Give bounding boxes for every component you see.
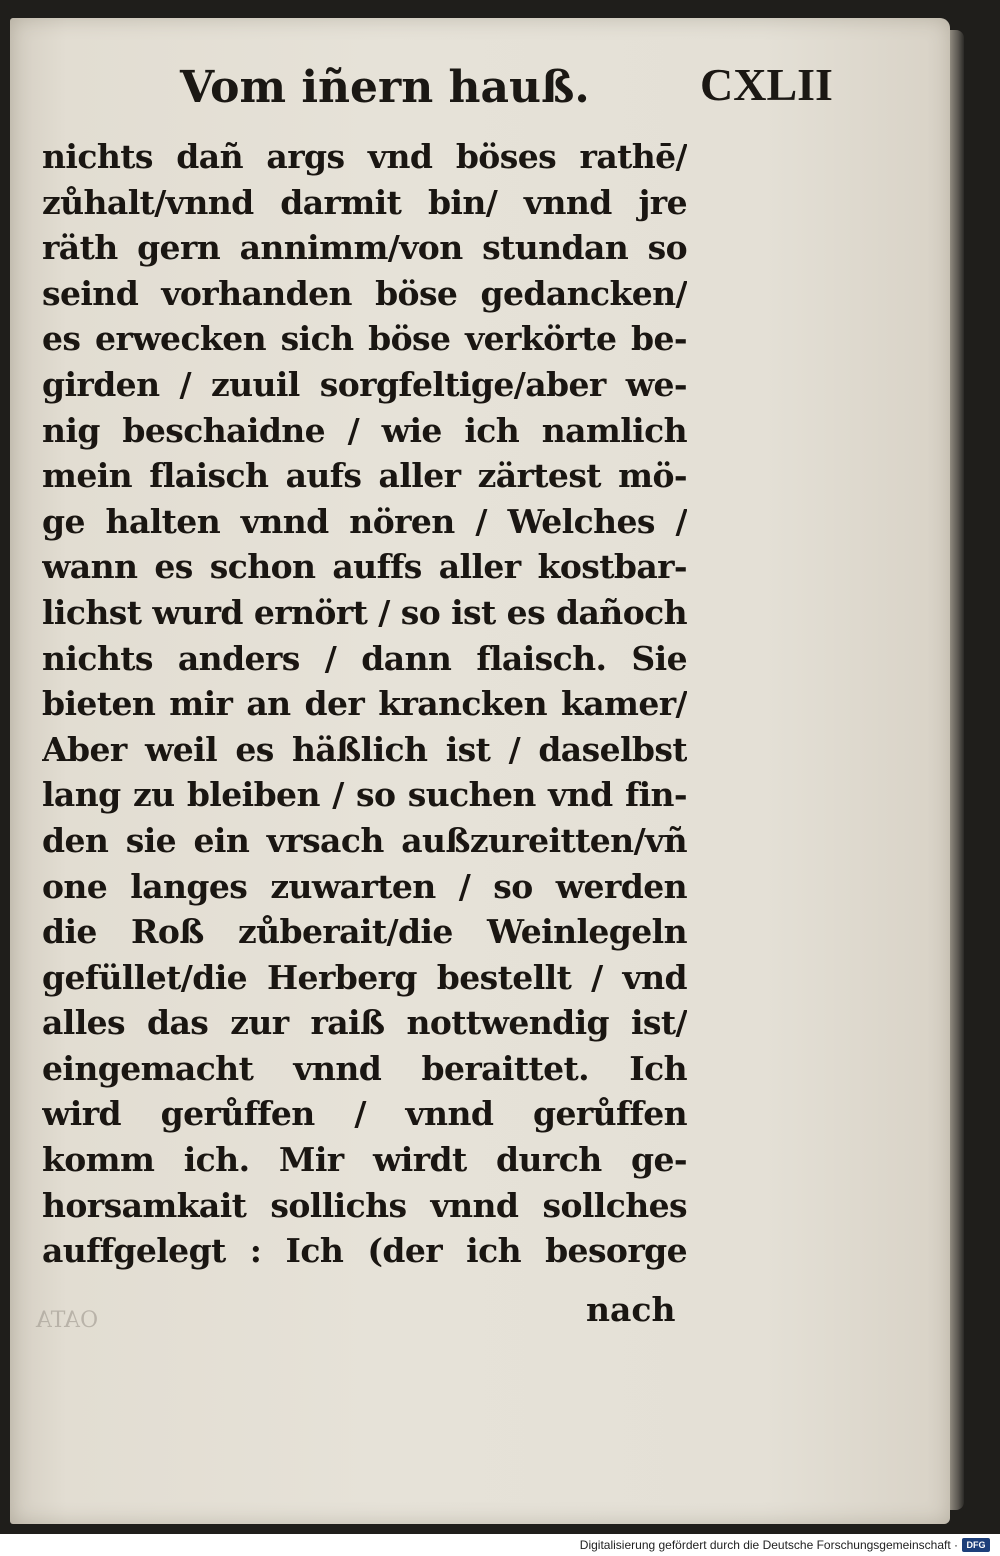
text-line: girden / zuuil sorgfeltige/aber we-	[42, 364, 687, 404]
catchword: nach	[586, 1290, 676, 1329]
text-line: nichts dañ args vnd böses rathē/	[42, 137, 687, 176]
text-line: Aber weil es häßlich ist / daselbst	[42, 729, 687, 769]
text-line: räth gern annimm/von stundan so	[42, 228, 687, 268]
text-line: nig beschaidne / wie ich namlich	[42, 410, 687, 450]
digitization-credit: Digitalisierung gefördert durch die Deutsche Forschungsgemeinschaft ·	[579, 1538, 958, 1552]
text-line: auffgelegt : Ich (der ich besorge	[42, 1231, 687, 1271]
running-head: Vom iñern hauß.	[180, 62, 590, 113]
text-line: lang zu bleiben / so suchen vnd fin-	[42, 775, 687, 815]
text-line: one langes zuwarten / so werden	[42, 866, 687, 906]
text-line: lichst wurd ernört / so ist es dañoch	[42, 592, 687, 632]
text-line: seind vorhanden böse gedancken/	[42, 273, 687, 313]
text-line: es erwecken sich böse verkörte be-	[42, 319, 687, 359]
text-line: nichts anders / dann flaisch. Sie	[42, 638, 687, 678]
text-line: alles das zur raiß nottwendig ist/	[42, 1003, 687, 1043]
text-line: bieten mir an der krancken kamer/	[42, 684, 687, 724]
text-line: mein flaisch aufs aller zärtest mö-	[42, 456, 687, 496]
text-line: ge halten vnnd nören / Welches /	[42, 501, 687, 541]
text-block	[42, 134, 687, 1274]
text-line: die Roß zůberait/die Weinlegeln	[42, 912, 687, 952]
text-line: horsamkait sollichs vnnd sollches	[42, 1185, 687, 1225]
text-line: den sie ein vrsach außzureitten/vñ	[42, 820, 687, 860]
text-line: wann es schon auffs aller kostbar-	[42, 547, 687, 587]
bleed-through-text: OATA	[36, 1308, 99, 1333]
text-line: gefüllet/die Herberg bestellt / vnd	[42, 957, 687, 997]
text-line: zůhalt/vnnd darmit bin/ vnnd jre	[42, 182, 687, 222]
page-edge	[950, 30, 964, 1510]
text-line: eingemacht vnnd beraittet. Ich	[42, 1048, 687, 1088]
folio-number: CXLII	[700, 59, 833, 110]
text-line: wird gerůffen / vnnd gerůffen	[42, 1094, 687, 1134]
dfg-logo: DFG	[962, 1538, 990, 1552]
text-line: komm ich. Mir wirdt durch ge-	[42, 1140, 687, 1180]
